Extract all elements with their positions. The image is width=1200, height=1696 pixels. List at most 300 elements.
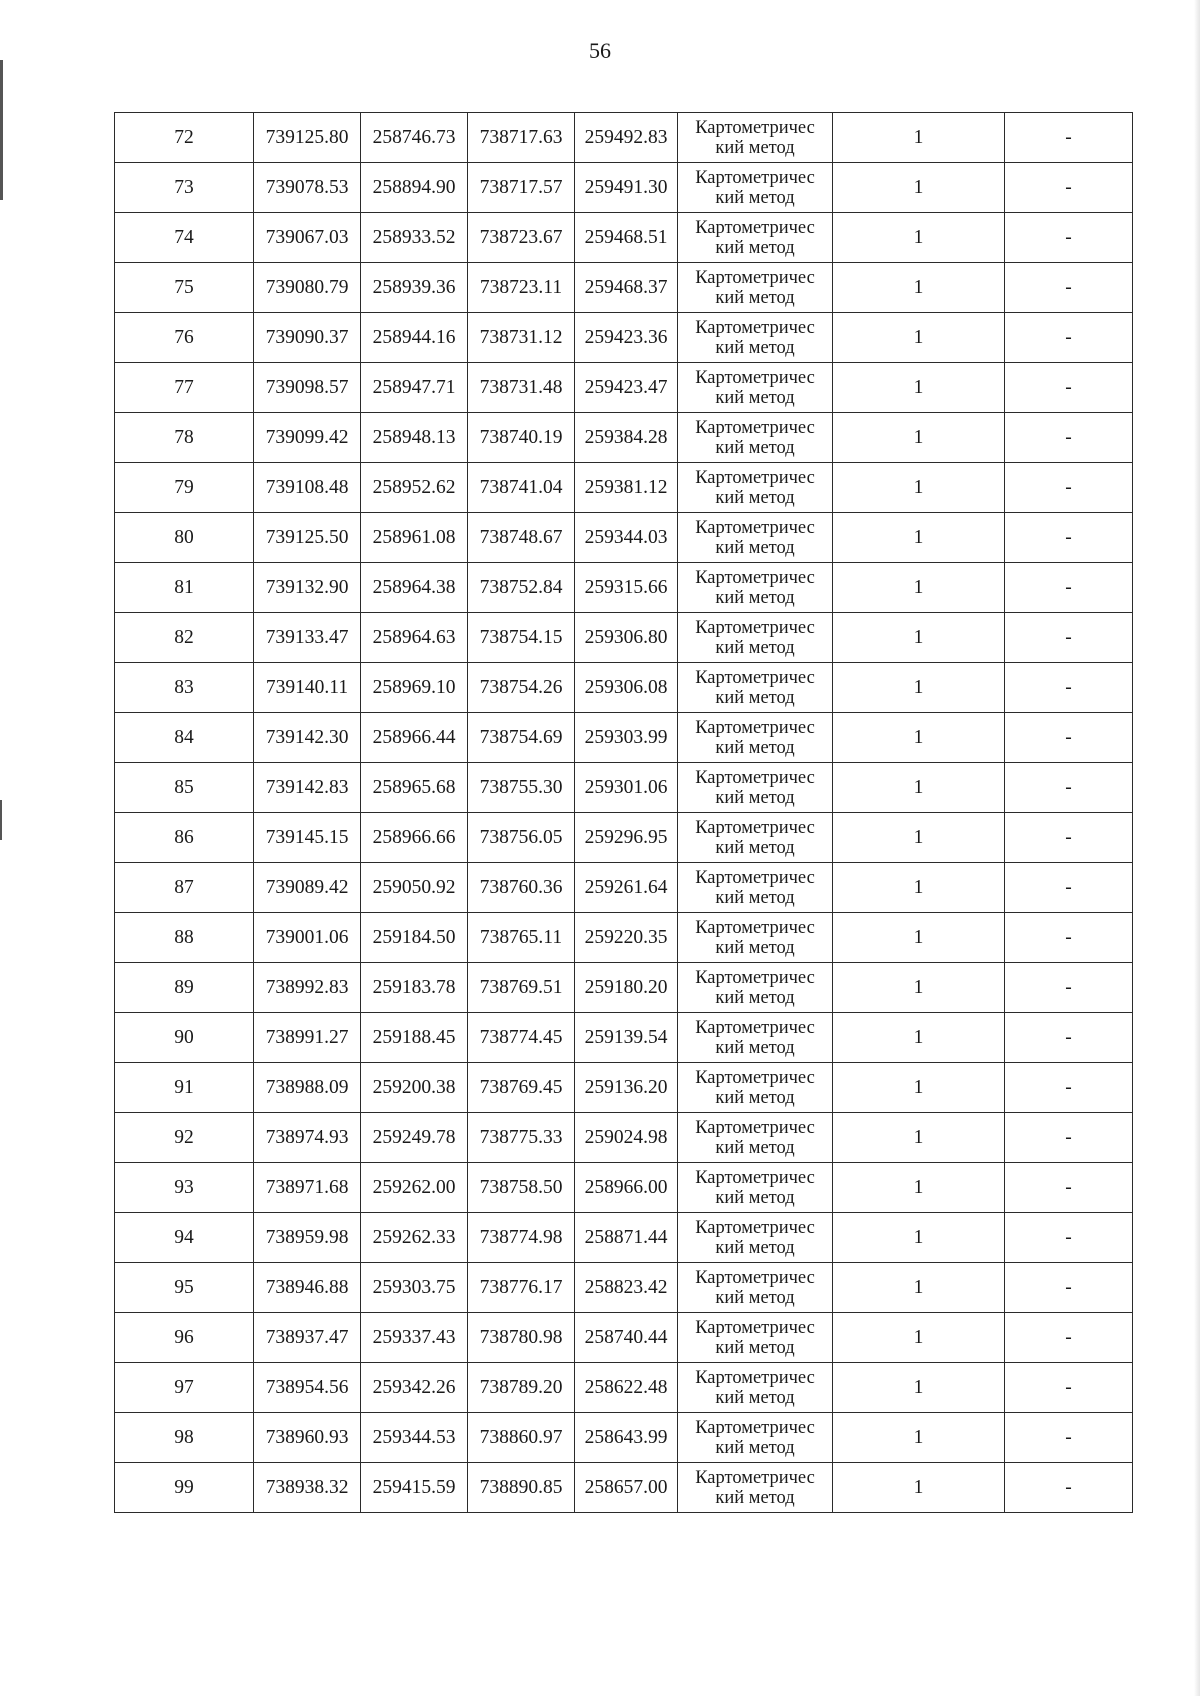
y-old-cell: 258965.68 <box>361 763 468 813</box>
point-number-cell: 87 <box>115 863 254 913</box>
x-old-cell: 739108.48 <box>254 463 361 513</box>
method-line-1: Картометричес <box>695 517 815 538</box>
x-new-cell: 738769.51 <box>468 963 575 1013</box>
method-line-2: кий метод <box>715 587 795 608</box>
x-old-cell: 739133.47 <box>254 613 361 663</box>
note-cell: - <box>1005 913 1133 963</box>
y-new-cell: 258871.44 <box>575 1213 678 1263</box>
x-old-cell: 739078.53 <box>254 163 361 213</box>
point-number-cell: 91 <box>115 1063 254 1113</box>
y-new-cell: 259136.20 <box>575 1063 678 1113</box>
x-new-cell: 738760.36 <box>468 863 575 913</box>
point-number-cell: 75 <box>115 263 254 313</box>
y-old-cell: 259344.53 <box>361 1413 468 1463</box>
x-new-cell: 738740.19 <box>468 413 575 463</box>
y-new-cell: 259468.51 <box>575 213 678 263</box>
method-line-2: кий метод <box>715 687 795 708</box>
method-line-1: Картометричес <box>695 167 815 188</box>
point-number-cell: 77 <box>115 363 254 413</box>
x-old-cell: 738992.83 <box>254 963 361 1013</box>
point-number-cell: 94 <box>115 1213 254 1263</box>
y-new-cell: 259180.20 <box>575 963 678 1013</box>
x-old-cell: 738937.47 <box>254 1313 361 1363</box>
note-cell: - <box>1005 813 1133 863</box>
x-new-cell: 738717.63 <box>468 113 575 163</box>
method-line-2: кий метод <box>715 987 795 1008</box>
method-line-2: кий метод <box>715 437 795 458</box>
scan-edge-shadow <box>1194 0 1200 1696</box>
x-old-cell: 739132.90 <box>254 563 361 613</box>
method-line-1: Картометричес <box>695 617 815 638</box>
method-cell <box>678 813 833 863</box>
table-row <box>115 863 1133 913</box>
x-new-cell: 738754.69 <box>468 713 575 763</box>
table-row <box>115 963 1133 1013</box>
x-new-cell: 738748.67 <box>468 513 575 563</box>
method-line-1: Картометричес <box>695 1367 815 1388</box>
note-cell: - <box>1005 363 1133 413</box>
y-old-cell: 259050.92 <box>361 863 468 913</box>
accuracy-cell: 1 <box>833 763 1005 813</box>
y-old-cell: 258964.63 <box>361 613 468 663</box>
x-new-cell: 738765.11 <box>468 913 575 963</box>
table-row <box>115 1013 1133 1063</box>
point-number-cell: 92 <box>115 1113 254 1163</box>
method-cell <box>678 213 833 263</box>
x-old-cell: 738960.93 <box>254 1413 361 1463</box>
x-old-cell: 739001.06 <box>254 913 361 963</box>
method-line-1: Картометричес <box>695 317 815 338</box>
method-line-1: Картометричес <box>695 217 815 238</box>
x-new-cell: 738723.67 <box>468 213 575 263</box>
method-cell <box>678 1413 833 1463</box>
table-row <box>115 913 1133 963</box>
note-cell: - <box>1005 763 1133 813</box>
y-new-cell: 259384.28 <box>575 413 678 463</box>
table-row <box>115 1113 1133 1163</box>
table-row <box>115 1413 1133 1463</box>
point-number-cell: 79 <box>115 463 254 513</box>
y-new-cell: 259301.06 <box>575 763 678 813</box>
table-row <box>115 713 1133 763</box>
table-row <box>115 363 1133 413</box>
table-row <box>115 1163 1133 1213</box>
x-new-cell: 738741.04 <box>468 463 575 513</box>
accuracy-cell: 1 <box>833 963 1005 1013</box>
table-row <box>115 163 1133 213</box>
method-line-1: Картометричес <box>695 1417 815 1438</box>
method-line-2: кий метод <box>715 1037 795 1058</box>
method-cell <box>678 463 833 513</box>
y-old-cell: 259342.26 <box>361 1363 468 1413</box>
method-line-2: кий метод <box>715 487 795 508</box>
accuracy-cell: 1 <box>833 413 1005 463</box>
accuracy-cell: 1 <box>833 1463 1005 1513</box>
x-old-cell: 739125.50 <box>254 513 361 563</box>
method-line-2: кий метод <box>715 287 795 308</box>
method-line-2: кий метод <box>715 337 795 358</box>
method-line-2: кий метод <box>715 537 795 558</box>
method-cell <box>678 713 833 763</box>
x-new-cell: 738890.85 <box>468 1463 575 1513</box>
y-new-cell: 259306.08 <box>575 663 678 713</box>
x-old-cell: 739125.80 <box>254 113 361 163</box>
x-new-cell: 738755.30 <box>468 763 575 813</box>
x-new-cell: 738754.15 <box>468 613 575 663</box>
x-old-cell: 738988.09 <box>254 1063 361 1113</box>
method-cell <box>678 513 833 563</box>
note-cell: - <box>1005 1313 1133 1363</box>
y-old-cell: 259337.43 <box>361 1313 468 1363</box>
accuracy-cell: 1 <box>833 713 1005 763</box>
point-number-cell: 96 <box>115 1313 254 1363</box>
y-new-cell: 258622.48 <box>575 1363 678 1413</box>
method-line-2: кий метод <box>715 1187 795 1208</box>
point-number-cell: 84 <box>115 713 254 763</box>
method-line-2: кий метод <box>715 1337 795 1358</box>
note-cell: - <box>1005 663 1133 713</box>
x-new-cell: 738769.45 <box>468 1063 575 1113</box>
method-line-1: Картометричес <box>695 1467 815 1488</box>
method-cell <box>678 413 833 463</box>
y-new-cell: 259220.35 <box>575 913 678 963</box>
y-new-cell: 259492.83 <box>575 113 678 163</box>
point-number-cell: 97 <box>115 1363 254 1413</box>
method-line-2: кий метод <box>715 237 795 258</box>
coordinates-table <box>114 112 1133 1513</box>
x-new-cell: 738758.50 <box>468 1163 575 1213</box>
accuracy-cell: 1 <box>833 1163 1005 1213</box>
y-old-cell: 258947.71 <box>361 363 468 413</box>
y-old-cell: 259262.00 <box>361 1163 468 1213</box>
note-cell: - <box>1005 613 1133 663</box>
point-number-cell: 83 <box>115 663 254 713</box>
y-new-cell: 258740.44 <box>575 1313 678 1363</box>
accuracy-cell: 1 <box>833 863 1005 913</box>
y-old-cell: 259249.78 <box>361 1113 468 1163</box>
method-line-2: кий метод <box>715 887 795 908</box>
x-new-cell: 738754.26 <box>468 663 575 713</box>
point-number-cell: 73 <box>115 163 254 213</box>
y-new-cell: 259344.03 <box>575 513 678 563</box>
table-row <box>115 213 1133 263</box>
y-old-cell: 258939.36 <box>361 263 468 313</box>
method-line-2: кий метод <box>715 1087 795 1108</box>
x-old-cell: 739089.42 <box>254 863 361 913</box>
method-line-1: Картометричес <box>695 467 815 488</box>
x-old-cell: 739080.79 <box>254 263 361 313</box>
y-old-cell: 258966.66 <box>361 813 468 863</box>
point-number-cell: 93 <box>115 1163 254 1213</box>
table-row <box>115 763 1133 813</box>
method-line-2: кий метод <box>715 1237 795 1258</box>
y-old-cell: 258746.73 <box>361 113 468 163</box>
method-line-1: Картометричес <box>695 1217 815 1238</box>
note-cell: - <box>1005 1263 1133 1313</box>
note-cell: - <box>1005 563 1133 613</box>
x-old-cell: 739140.11 <box>254 663 361 713</box>
y-new-cell: 259024.98 <box>575 1113 678 1163</box>
method-line-1: Картометричес <box>695 567 815 588</box>
note-cell: - <box>1005 313 1133 363</box>
point-number-cell: 88 <box>115 913 254 963</box>
method-cell <box>678 363 833 413</box>
y-old-cell: 258969.10 <box>361 663 468 713</box>
accuracy-cell: 1 <box>833 463 1005 513</box>
method-cell <box>678 663 833 713</box>
x-new-cell: 738775.33 <box>468 1113 575 1163</box>
note-cell: - <box>1005 1413 1133 1463</box>
x-old-cell: 739142.83 <box>254 763 361 813</box>
x-new-cell: 738776.17 <box>468 1263 575 1313</box>
table-row <box>115 1363 1133 1413</box>
y-new-cell: 258823.42 <box>575 1263 678 1313</box>
note-cell: - <box>1005 113 1133 163</box>
table-row <box>115 413 1133 463</box>
accuracy-cell: 1 <box>833 313 1005 363</box>
y-old-cell: 258944.16 <box>361 313 468 363</box>
note-cell: - <box>1005 1063 1133 1113</box>
accuracy-cell: 1 <box>833 1413 1005 1463</box>
method-line-1: Картометричес <box>695 967 815 988</box>
point-number-cell: 95 <box>115 1263 254 1313</box>
accuracy-cell: 1 <box>833 213 1005 263</box>
y-old-cell: 258933.52 <box>361 213 468 263</box>
method-line-2: кий метод <box>715 737 795 758</box>
table-row <box>115 463 1133 513</box>
y-old-cell: 258948.13 <box>361 413 468 463</box>
method-line-2: кий метод <box>715 1287 795 1308</box>
x-old-cell: 739142.30 <box>254 713 361 763</box>
note-cell: - <box>1005 1463 1133 1513</box>
method-line-1: Картометричес <box>695 867 815 888</box>
point-number-cell: 98 <box>115 1413 254 1463</box>
point-number-cell: 99 <box>115 1463 254 1513</box>
note-cell: - <box>1005 863 1133 913</box>
x-new-cell: 738780.98 <box>468 1313 575 1363</box>
x-old-cell: 738974.93 <box>254 1113 361 1163</box>
note-cell: - <box>1005 1363 1133 1413</box>
method-line-2: кий метод <box>715 1487 795 1508</box>
note-cell: - <box>1005 463 1133 513</box>
page-number: 56 <box>589 38 611 63</box>
accuracy-cell: 1 <box>833 513 1005 563</box>
accuracy-cell: 1 <box>833 1213 1005 1263</box>
x-old-cell: 739067.03 <box>254 213 361 263</box>
note-cell: - <box>1005 163 1133 213</box>
x-old-cell: 738954.56 <box>254 1363 361 1413</box>
point-number-cell: 80 <box>115 513 254 563</box>
x-new-cell: 738789.20 <box>468 1363 575 1413</box>
accuracy-cell: 1 <box>833 1263 1005 1313</box>
point-number-cell: 82 <box>115 613 254 663</box>
method-cell <box>678 1263 833 1313</box>
point-number-cell: 76 <box>115 313 254 363</box>
method-cell <box>678 763 833 813</box>
x-old-cell: 739145.15 <box>254 813 361 863</box>
y-new-cell: 259315.66 <box>575 563 678 613</box>
table-row <box>115 663 1133 713</box>
point-number-cell: 72 <box>115 113 254 163</box>
y-new-cell: 259306.80 <box>575 613 678 663</box>
method-line-2: кий метод <box>715 1387 795 1408</box>
accuracy-cell: 1 <box>833 913 1005 963</box>
method-line-1: Картометричес <box>695 1067 815 1088</box>
accuracy-cell: 1 <box>833 113 1005 163</box>
table-row <box>115 563 1133 613</box>
method-line-2: кий метод <box>715 787 795 808</box>
method-line-1: Картометричес <box>695 1017 815 1038</box>
note-cell: - <box>1005 513 1133 563</box>
x-new-cell: 738752.84 <box>468 563 575 613</box>
y-new-cell: 258657.00 <box>575 1463 678 1513</box>
y-new-cell: 259303.99 <box>575 713 678 763</box>
y-new-cell: 259381.12 <box>575 463 678 513</box>
method-cell <box>678 1363 833 1413</box>
method-cell <box>678 1113 833 1163</box>
note-cell: - <box>1005 1013 1133 1063</box>
method-cell <box>678 1213 833 1263</box>
note-cell: - <box>1005 713 1133 763</box>
x-new-cell: 738723.11 <box>468 263 575 313</box>
point-number-cell: 86 <box>115 813 254 863</box>
y-new-cell: 259261.64 <box>575 863 678 913</box>
method-line-1: Картометричес <box>695 1317 815 1338</box>
note-cell: - <box>1005 213 1133 263</box>
accuracy-cell: 1 <box>833 813 1005 863</box>
method-line-2: кий метод <box>715 937 795 958</box>
table-row <box>115 613 1133 663</box>
x-new-cell: 738756.05 <box>468 813 575 863</box>
y-new-cell: 259139.54 <box>575 1013 678 1063</box>
x-old-cell: 739099.42 <box>254 413 361 463</box>
x-new-cell: 738717.57 <box>468 163 575 213</box>
point-number-cell: 74 <box>115 213 254 263</box>
method-line-1: Картометричес <box>695 717 815 738</box>
x-new-cell: 738860.97 <box>468 1413 575 1463</box>
point-number-cell: 89 <box>115 963 254 1013</box>
accuracy-cell: 1 <box>833 1113 1005 1163</box>
accuracy-cell: 1 <box>833 163 1005 213</box>
table-row <box>115 1463 1133 1513</box>
y-old-cell: 258894.90 <box>361 163 468 213</box>
method-line-1: Картометричес <box>695 917 815 938</box>
method-line-1: Картометричес <box>695 767 815 788</box>
method-line-2: кий метод <box>715 1437 795 1458</box>
method-line-1: Картометричес <box>695 1167 815 1188</box>
y-old-cell: 259415.59 <box>361 1463 468 1513</box>
x-old-cell: 738959.98 <box>254 1213 361 1263</box>
note-cell: - <box>1005 1113 1133 1163</box>
table-body <box>115 113 1133 1513</box>
table-row <box>115 1313 1133 1363</box>
y-old-cell: 258966.44 <box>361 713 468 763</box>
point-number-cell: 81 <box>115 563 254 613</box>
method-line-2: кий метод <box>715 837 795 858</box>
y-old-cell: 259200.38 <box>361 1063 468 1113</box>
y-old-cell: 259262.33 <box>361 1213 468 1263</box>
method-line-2: кий метод <box>715 1137 795 1158</box>
method-line-1: Картометричес <box>695 417 815 438</box>
method-line-1: Картометричес <box>695 1117 815 1138</box>
table-row <box>115 813 1133 863</box>
accuracy-cell: 1 <box>833 1313 1005 1363</box>
method-cell <box>678 913 833 963</box>
y-old-cell: 259184.50 <box>361 913 468 963</box>
method-cell <box>678 263 833 313</box>
y-new-cell: 259468.37 <box>575 263 678 313</box>
accuracy-cell: 1 <box>833 663 1005 713</box>
method-cell <box>678 563 833 613</box>
x-new-cell: 738731.48 <box>468 363 575 413</box>
accuracy-cell: 1 <box>833 1063 1005 1113</box>
point-number-cell: 78 <box>115 413 254 463</box>
x-old-cell: 738991.27 <box>254 1013 361 1063</box>
scan-edge-mark <box>0 60 3 200</box>
table-row <box>115 1063 1133 1113</box>
y-old-cell: 259303.75 <box>361 1263 468 1313</box>
note-cell: - <box>1005 1213 1133 1263</box>
x-old-cell: 739098.57 <box>254 363 361 413</box>
x-old-cell: 738938.32 <box>254 1463 361 1513</box>
y-old-cell: 258961.08 <box>361 513 468 563</box>
method-cell <box>678 1013 833 1063</box>
accuracy-cell: 1 <box>833 263 1005 313</box>
y-new-cell: 258966.00 <box>575 1163 678 1213</box>
accuracy-cell: 1 <box>833 563 1005 613</box>
method-cell <box>678 113 833 163</box>
accuracy-cell: 1 <box>833 1013 1005 1063</box>
method-cell <box>678 1463 833 1513</box>
table-row <box>115 113 1133 163</box>
method-line-1: Картометричес <box>695 267 815 288</box>
accuracy-cell: 1 <box>833 363 1005 413</box>
y-old-cell: 259183.78 <box>361 963 468 1013</box>
accuracy-cell: 1 <box>833 613 1005 663</box>
scan-edge-mark <box>0 800 2 840</box>
y-new-cell: 259296.95 <box>575 813 678 863</box>
method-cell <box>678 313 833 363</box>
method-line-2: кий метод <box>715 637 795 658</box>
method-cell <box>678 613 833 663</box>
method-cell <box>678 1063 833 1113</box>
table-row <box>115 1213 1133 1263</box>
method-cell <box>678 863 833 913</box>
method-line-2: кий метод <box>715 137 795 158</box>
method-cell <box>678 163 833 213</box>
method-line-1: Картометричес <box>695 817 815 838</box>
y-old-cell: 258964.38 <box>361 563 468 613</box>
y-new-cell: 259423.36 <box>575 313 678 363</box>
x-old-cell: 738946.88 <box>254 1263 361 1313</box>
accuracy-cell: 1 <box>833 1363 1005 1413</box>
note-cell: - <box>1005 263 1133 313</box>
x-new-cell: 738774.98 <box>468 1213 575 1263</box>
point-number-cell: 90 <box>115 1013 254 1063</box>
method-cell <box>678 1163 833 1213</box>
y-old-cell: 259188.45 <box>361 1013 468 1063</box>
method-line-1: Картометричес <box>695 1267 815 1288</box>
x-new-cell: 738731.12 <box>468 313 575 363</box>
method-line-1: Картометричес <box>695 667 815 688</box>
method-cell <box>678 1313 833 1363</box>
y-new-cell: 259491.30 <box>575 163 678 213</box>
method-line-1: Картометричес <box>695 367 815 388</box>
table-row <box>115 1263 1133 1313</box>
x-old-cell: 739090.37 <box>254 313 361 363</box>
note-cell: - <box>1005 413 1133 463</box>
y-old-cell: 258952.62 <box>361 463 468 513</box>
